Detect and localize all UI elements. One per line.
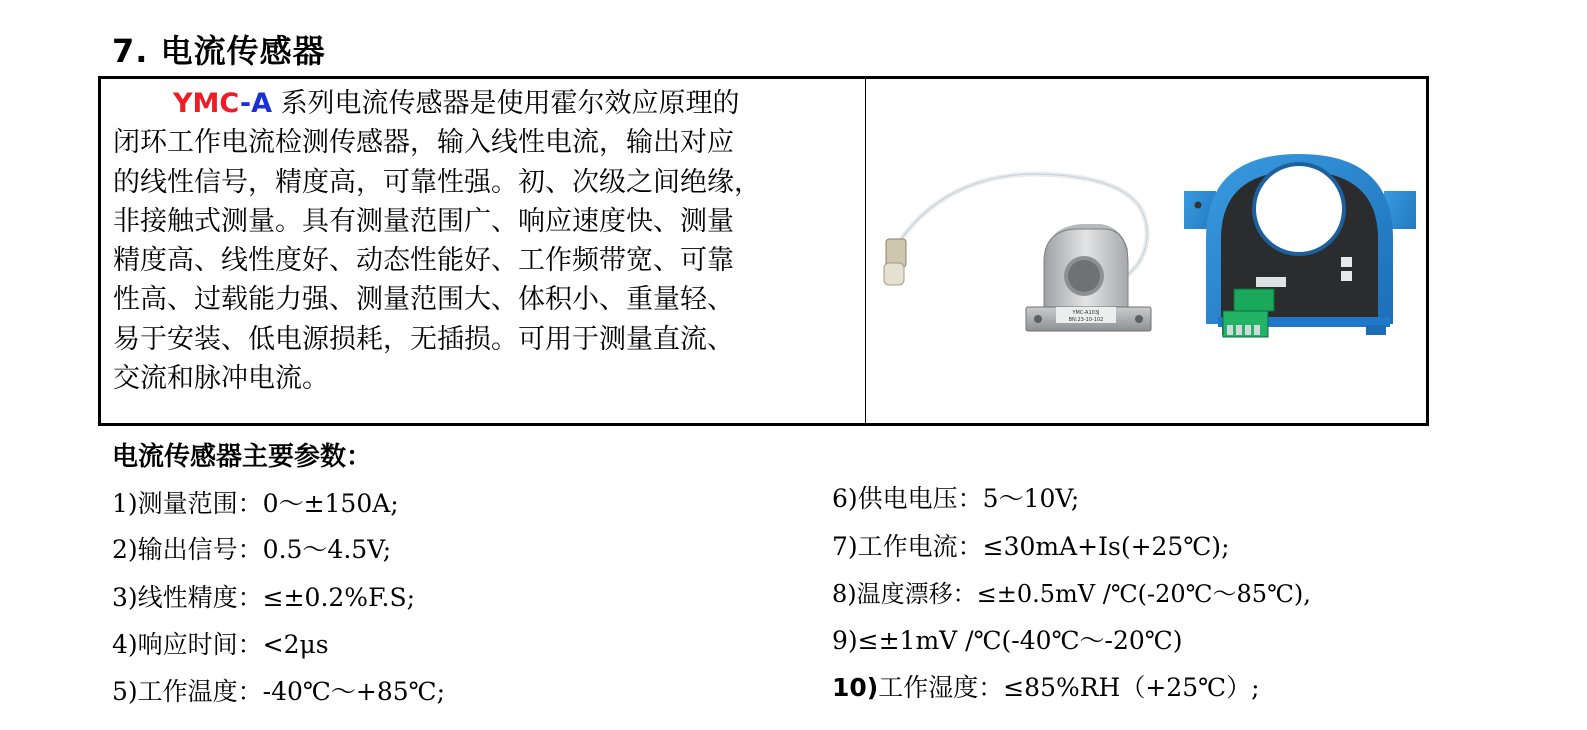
param-item: 7)工作电流：≤30mA+Is(+25℃); — [832, 532, 1230, 561]
param-item: 4)响应时间：<2μs — [112, 630, 329, 659]
intro-line: 的线性信号，精度高，可靠性强。初、次级之间绝缘， — [113, 166, 761, 198]
product-photo — [866, 79, 1426, 423]
intro-line: 精度高、线性度好、动态性能好、工作频带宽、可靠 — [113, 245, 734, 277]
section-title: 7. 电流传感器 — [112, 32, 326, 70]
param-item: 2)输出信号：0.5～4.5V; — [112, 535, 392, 564]
intro-table — [98, 76, 1429, 426]
intro-line: 非接触式测量。具有测量范围广、响应速度快、测量 — [113, 205, 734, 237]
param-item: 8)温度漂移：≤±0.5mV /℃(-20℃～85℃), — [832, 580, 1311, 608]
sensor-model-label: YMC-A103J — [1072, 310, 1100, 316]
brand-suffix: -A — [239, 88, 272, 119]
product-image-cell — [866, 79, 1426, 423]
intro-line: 交流和脉冲电流。 — [113, 363, 329, 395]
param-item: 6)供电电压：5～10V; — [832, 484, 1080, 513]
param-item: 9)≤±1mV /℃(-40℃～-20℃) — [832, 626, 1183, 655]
intro-line: 易于安装、低电源损耗，无插损。可用于测量直流、 — [113, 323, 734, 355]
sensor-batch-label: BN:23-10-102 — [1068, 317, 1104, 323]
brand-name: YMC — [173, 88, 240, 119]
param-item: 1)测量范围：0～±150A; — [112, 489, 399, 518]
param-item: 5)工作温度：-40℃～+85℃; — [112, 677, 446, 706]
blue-sensor-image — [1184, 154, 1416, 337]
param-item: 10)工作湿度：≤85%RH（+25℃）; — [832, 673, 1260, 702]
silver-sensor-image — [884, 174, 1151, 331]
param-item: 3)线性精度：≤±0.2%F.S; — [112, 583, 416, 612]
intro-line: 闭环工作电流检测传感器，输入线性电流，输出对应 — [113, 127, 734, 159]
intro-text-cell — [101, 79, 866, 423]
params-title: 电流传感器主要参数： — [112, 442, 373, 472]
intro-line: 性高、过载能力强、测量范围大、体积小、重量轻、 — [113, 284, 734, 316]
intro-line: YMC-A 系列电流传感器是使用霍尔效应原理的 — [173, 88, 740, 119]
